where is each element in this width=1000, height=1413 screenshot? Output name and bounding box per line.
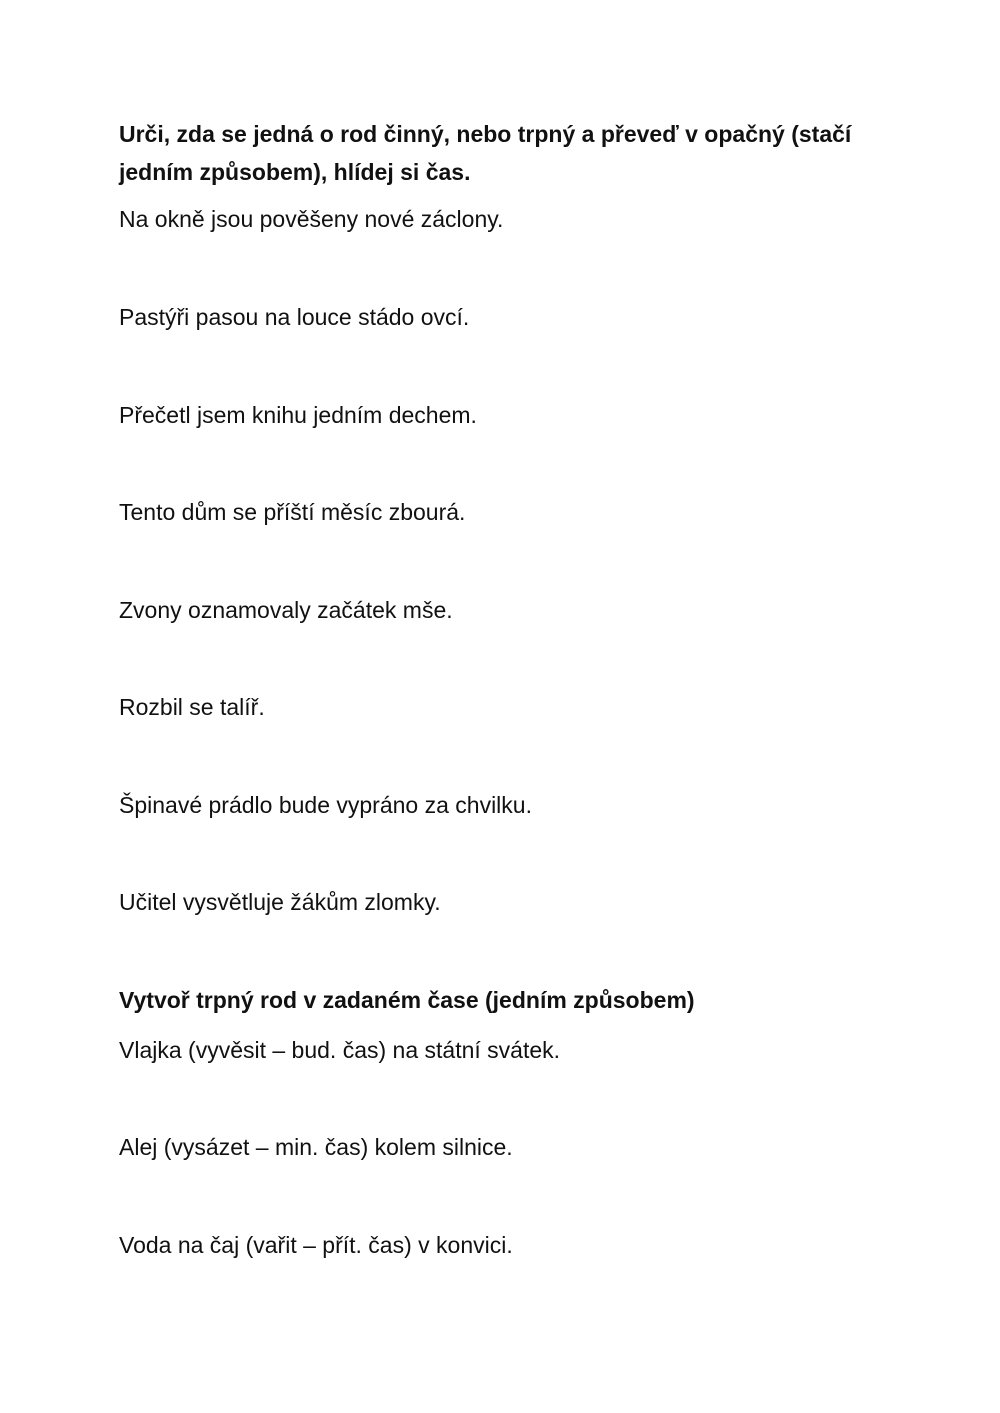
section2-sentence-1: Vlajka (vyvěsit – bud. čas) na státní svátek.: [119, 1037, 561, 1063]
section1-sentence-8: Učitel vysvětluje žákům zlomky.: [119, 889, 441, 915]
section1-sentence-7: Špinavé prádlo bude vypráno za chvilku.: [119, 792, 532, 818]
section1-sentence-4: Tento dům se příští měsíc zbourá.: [119, 499, 466, 525]
section2-sentence-3: Voda na čaj (vařit – přít. čas) v konvici.: [119, 1232, 513, 1258]
section1-sentence-2: Pastýři pasou na louce stádo ovcí.: [119, 304, 470, 330]
section2-instruction: Vytvoř trpný rod v zadaném čase (jedním způsobem): [119, 987, 695, 1013]
section1-instruction: Urči, zda se jedná o rod činný, nebo trpný a převeď v opačný (stačí jedním způsobem), hlídej si čas.: [119, 121, 852, 185]
section1-sentence-1: Na okně jsou pověšeny nové záclony.: [119, 206, 504, 232]
section1-sentence-3: Přečetl jsem knihu jedním dechem.: [119, 402, 477, 428]
section2-sentence-2: Alej (vysázet – min. čas) kolem silnice.: [119, 1134, 513, 1160]
section1-sentence-5: Zvony oznamovaly začátek mše.: [119, 597, 453, 623]
section1-sentence-6: Rozbil se talíř.: [119, 694, 265, 720]
